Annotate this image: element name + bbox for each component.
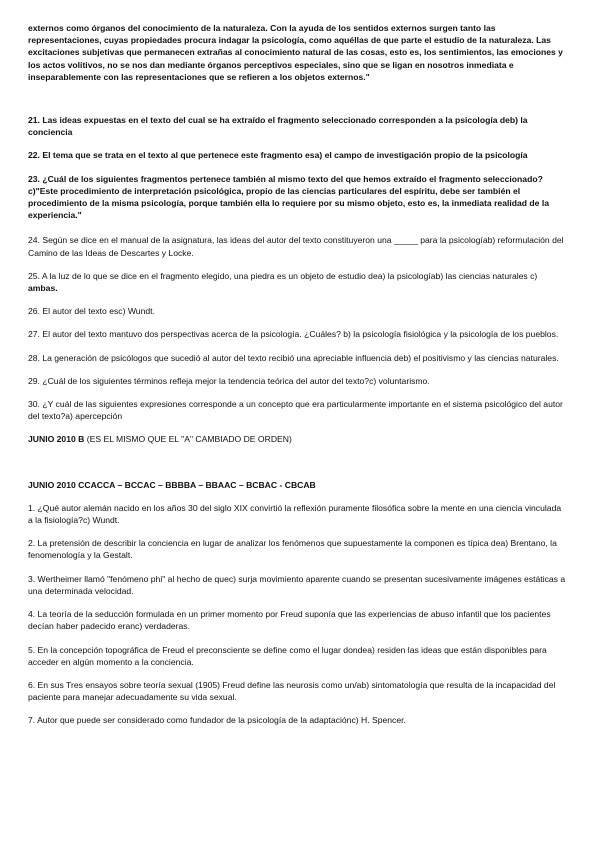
- heading-b-rest: (ES EL MISMO QUE EL "A" CAMBIADO DE ORDEN): [84, 434, 292, 445]
- question-27: 27. El autor del texto mantuvo dos perspectivas acerca de la psicología. ¿Cuáles? b) la psicología fisiológica y la psicología de los pueblos.: [28, 329, 559, 340]
- question-25-answer: ambas.: [28, 283, 58, 294]
- question-c2: 2. La pretensión de describir la conciencia en lugar de analizar los fenómenos que supuestamente la componen es típica dea) Brentano, la fenomenología y la Gestalt.: [28, 538, 557, 561]
- question-c5: 5. En la concepción topográfica de Freud el preconsciente se define como el lugar dondea) residen las ideas que están disponibles para acceder en algún momento a la conciencia.: [28, 644, 547, 667]
- question-c6: 6. En sus Tres ensayos sobre teoría sexual (1905) Freud define las neurosis como un/ab) sintomatología que resulta de la incapacidad del paciente para manejar adecuadamente su vida sexual.: [28, 679, 556, 703]
- question-22: [28, 149, 568, 161]
- question-30: 30. ¿Y cuál de las siguientes expresiones corresponde a un concepto que era particularmente importante en el sistema psicológico del autor del texto?a) apercepción: [28, 399, 563, 422]
- question-26: 26. El autor del texto esc) Wundt.: [28, 306, 155, 317]
- question-c4: 4. La teoría de la seducción formulada en un primer momento por Freud suponía que las experiencias de abuso infantil que los pacientes decían haber padecido eranc) verdaderas.: [28, 609, 551, 632]
- question-c7: 7. Autor que puede ser considerado como fundador de la psicología de la adaptaciónc) H. Spencer.: [28, 715, 406, 726]
- question-24: 24. Según se dice en el manual de la asignatura, las ideas del autor del texto constituyeron una _____ para la psicologíab) reformulación del Camino de las Ideas de Descartes y Locke.: [28, 235, 564, 258]
- question-21: [28, 114, 568, 138]
- question-23: [28, 173, 568, 222]
- section-heading-junio-2010-c: JUNIO 2010 CCACCA – BCCAC – BBBBA – BBAAC – BCBAC - CBCAB: [28, 479, 316, 490]
- question-21-number: 21.: [28, 115, 40, 126]
- question-25: [28, 270, 568, 294]
- question-22-text: El tema que se trata en el texto al que pertenece este fragmento esa) el campo de investigación propio de la psicología: [39, 150, 528, 161]
- question-c1: 1. ¿Qué autor alemán nacido en los años 30 del siglo XIX convirtió la reflexión puramente filosófica sobre la mente en una ciencia vinculada a la fisiología?c) Wundt.: [28, 502, 562, 526]
- question-29: 29. ¿Cuál de los siguientes términos refleja mejor la tendencia teórica del autor del texto?c) voluntarismo.: [28, 375, 430, 386]
- question-23-number: 23.: [28, 173, 40, 184]
- question-25-text: 25. A la luz de lo que se dice en el fragmento elegido, una piedra es un objeto de estudio dea) la psicologíab) las ciencias naturales c): [28, 270, 538, 281]
- question-22-number: 22.: [28, 150, 40, 161]
- heading-b-bold: JUNIO 2010 B: [28, 434, 85, 445]
- question-28: 28. La generación de psicólogos que sucedió al autor del texto recibió una apreciable influencia deb) el positivismo y las ciencias naturales.: [28, 352, 559, 363]
- intro-paragraph: externos como órganos del conocimiento de la naturaleza. Con la ayuda de los sentidos externos surgen tanto las representaciones, cuyas propiedades procura indagar la psicología, como aquéllas de que parte el estudio de la naturaleza. Las excitaciones subjetivas que permanecen extrañas al conocimiento natural de las cosas, esto es, los sentimientos, las emociones y los actos volitivos, no se nos dan mediante órganos perceptivos especiales, sino que se ligan en nosotros inmediata e inseparablemente con las representaciones que se refieren a los objetos externos.": [28, 23, 563, 82]
- section-heading-junio-2010-b: [28, 433, 568, 445]
- question-23-text: ¿Cuál de los siguientes fragmentos pertenece también al mismo texto del que hemos extraído el fragmento seleccionado?c)"Este procedimiento de interpretación psicológica, propio de las ciencias particulares del espíritu, debe ser también el procedimiento de la misma psicología, porque también ella lo requiere por su mismo objeto, esto es, la inmediata realidad de la experiencia.": [28, 173, 550, 221]
- question-21-text: Las ideas expuestas en el texto del cual se ha extraído el fragmento seleccionado corresponden a la psicología deb) la conciencia: [28, 115, 528, 138]
- question-c3: 3. Wertheimer llamó "fenómeno phi" al hecho de quec) surja movimiento aparente cuando se presentan sucesivamente imágenes estáticas a una determinada velocidad.: [28, 573, 566, 596]
